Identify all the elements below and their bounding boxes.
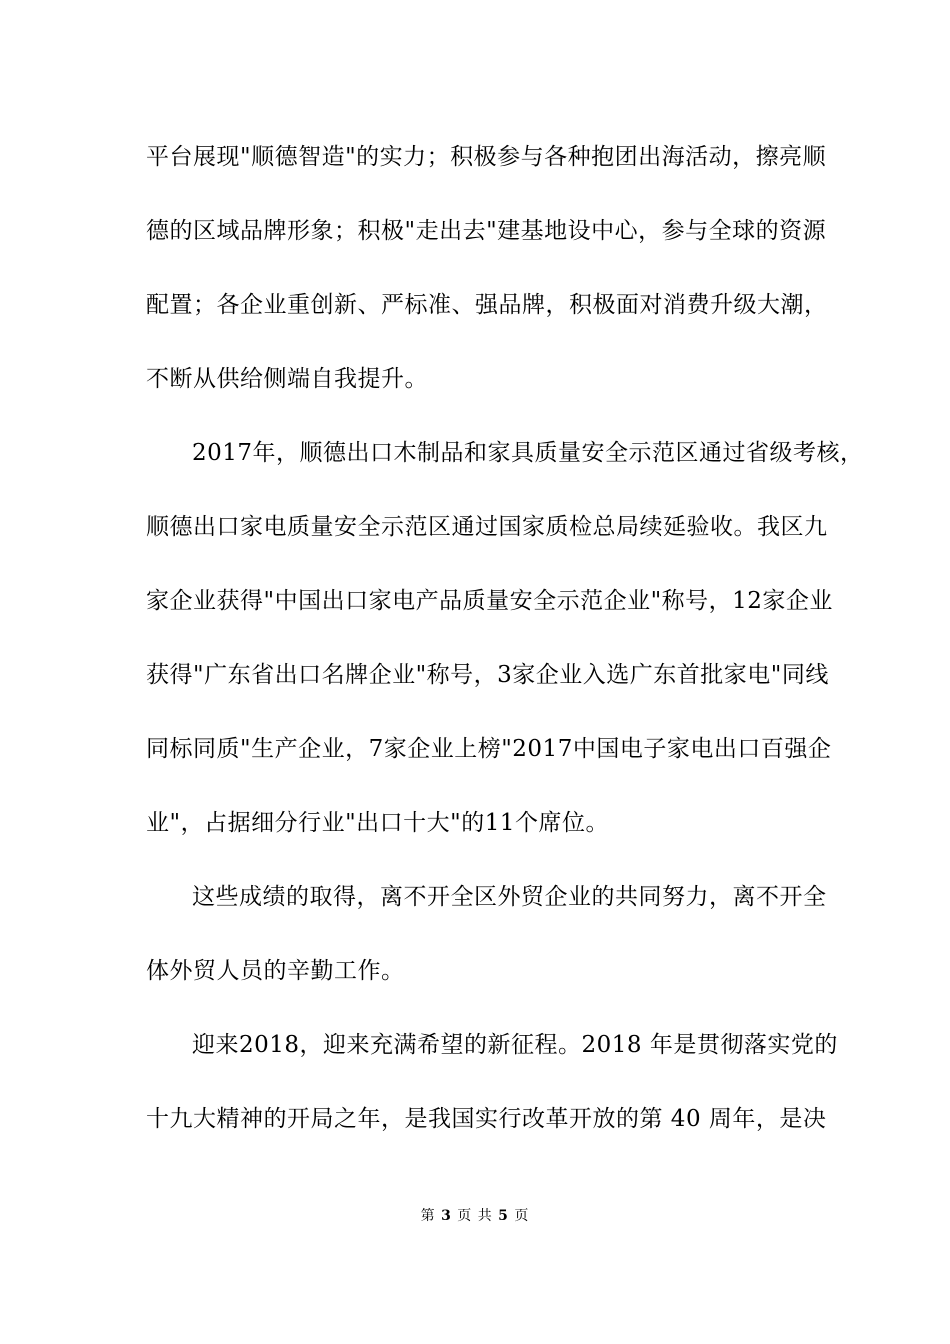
text-line: 这些成绩的取得，离不开全区外贸企业的共同努力，离不开全 bbox=[192, 884, 827, 910]
page-footer bbox=[0, 1206, 950, 1226]
footer-prefix: 第 bbox=[420, 1208, 436, 1224]
text-line: 同标同质"生产企业，7家企业上榜"2017中国电子家电出口百强企 bbox=[146, 736, 832, 762]
text-line: 平台展现"顺德智造"的实力；积极参与各种抱团出海活动，擦亮顺 bbox=[146, 144, 827, 170]
text-line: 德的区域品牌形象；积极"走出去"建基地设中心，参与全球的资源 bbox=[146, 218, 827, 244]
footer-suffix: 页 bbox=[514, 1208, 530, 1224]
footer-middle: 页 共 bbox=[457, 1208, 493, 1224]
total-pages-number: 5 bbox=[498, 1208, 509, 1224]
text-line: 2017年，顺德出口木制品和家具质量安全示范区通过省级考核， bbox=[192, 440, 864, 466]
text-line: 业"，占据细分行业"出口十大"的11个席位。 bbox=[146, 810, 610, 836]
text-line: 顺德出口家电质量安全示范区通过国家质检总局续延验收。我区九 bbox=[146, 514, 828, 540]
text-line: 迎来2018，迎来充满希望的新征程。2018 年是贯彻落实党的 bbox=[192, 1032, 838, 1058]
text-line: 体外贸人员的辛勤工作。 bbox=[146, 958, 405, 984]
text-line: 十九大精神的开局之年，是我国实行改革开放的第 40 周年，是决 bbox=[146, 1106, 827, 1132]
current-page-number: 3 bbox=[441, 1208, 452, 1224]
text-line: 家企业获得"中国出口家电产品质量安全示范企业"称号，12家企业 bbox=[146, 588, 833, 614]
body-text bbox=[146, 135, 864, 1171]
text-line: 配置；各企业重创新、严标准、强品牌，积极面对消费升级大潮， bbox=[146, 292, 828, 318]
text-line: 获得"广东省出口名牌企业"称号，3家企业入选广东首批家电"同线 bbox=[146, 662, 829, 688]
text-line: 不断从供给侧端自我提升。 bbox=[146, 366, 428, 392]
